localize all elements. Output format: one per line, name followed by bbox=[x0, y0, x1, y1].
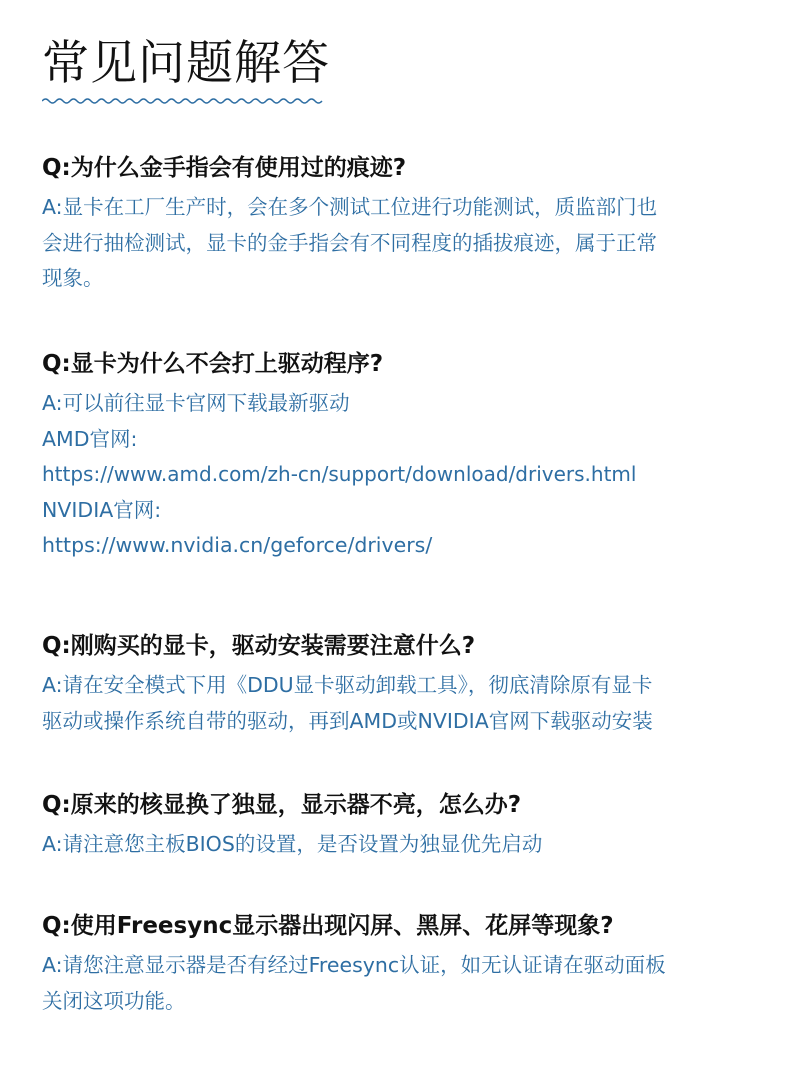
faq-answer bbox=[42, 386, 770, 564]
title-block bbox=[42, 34, 330, 106]
faq-item-1 bbox=[42, 152, 770, 297]
faq-question: Q:显卡为什么不会打上驱动程序? bbox=[42, 351, 384, 377]
faq-item-3 bbox=[42, 630, 770, 739]
faq-question: Q:原来的核显换了独显，显示器不亮，怎么办? bbox=[42, 792, 522, 818]
faq-answer-line: A:可以前往显卡官网下载最新驱动 bbox=[42, 391, 350, 415]
faq-answer-line: 现象。 bbox=[42, 266, 104, 290]
faq-answer-line: AMD官网: bbox=[42, 426, 138, 451]
faq-answer bbox=[42, 948, 770, 1019]
amd-driver-link[interactable]: https://www.amd.com/zh-cn/support/download/drivers.html bbox=[42, 462, 637, 486]
faq-item-2 bbox=[42, 348, 770, 564]
faq-answer-line: A:请在安全模式下用《DDU显卡驱动卸载工具》，彻底清除原有显卡 bbox=[42, 673, 653, 697]
faq-question: Q:刚购买的显卡，驱动安装需要注意什么? bbox=[42, 633, 476, 659]
faq-answer-line: A:请您注意显示器是否有经过Freesync认证，如无认证请在驱动面板 bbox=[42, 953, 666, 977]
faq-answer bbox=[42, 668, 770, 739]
faq-answer-line: A:显卡在工厂生产时，会在多个测试工位进行功能测试，质监部门也 bbox=[42, 195, 658, 219]
wavy-underline bbox=[42, 96, 324, 106]
faq-answer bbox=[42, 827, 770, 863]
faq-answer-line: 关闭这项功能。 bbox=[42, 988, 186, 1013]
faq-item-4 bbox=[42, 789, 770, 863]
faq-answer-line: NVIDIA官网: bbox=[42, 497, 162, 522]
faq-answer-line: 驱动或操作系统自带的驱动，再到AMD或NVIDIA官网下载驱动安装 bbox=[42, 708, 653, 733]
faq-question: Q:使用Freesync显示器出现闪屏、黑屏、花屏等现象? bbox=[42, 913, 614, 939]
faq-answer bbox=[42, 190, 770, 297]
faq-item-5 bbox=[42, 910, 770, 1019]
faq-answer-line: A:请注意您主板BIOS的设置，是否设置为独显优先启动 bbox=[42, 832, 543, 856]
nvidia-driver-link[interactable]: https://www.nvidia.cn/geforce/drivers/ bbox=[42, 533, 433, 557]
page-title: 常见问题解答 bbox=[42, 36, 330, 91]
faq-question: Q:为什么金手指会有使用过的痕迹? bbox=[42, 155, 407, 181]
faq-answer-line: 会进行抽检测试，显卡的金手指会有不同程度的插拔痕迹，属于正常 bbox=[42, 230, 657, 255]
wavy-underline-path bbox=[42, 99, 322, 103]
